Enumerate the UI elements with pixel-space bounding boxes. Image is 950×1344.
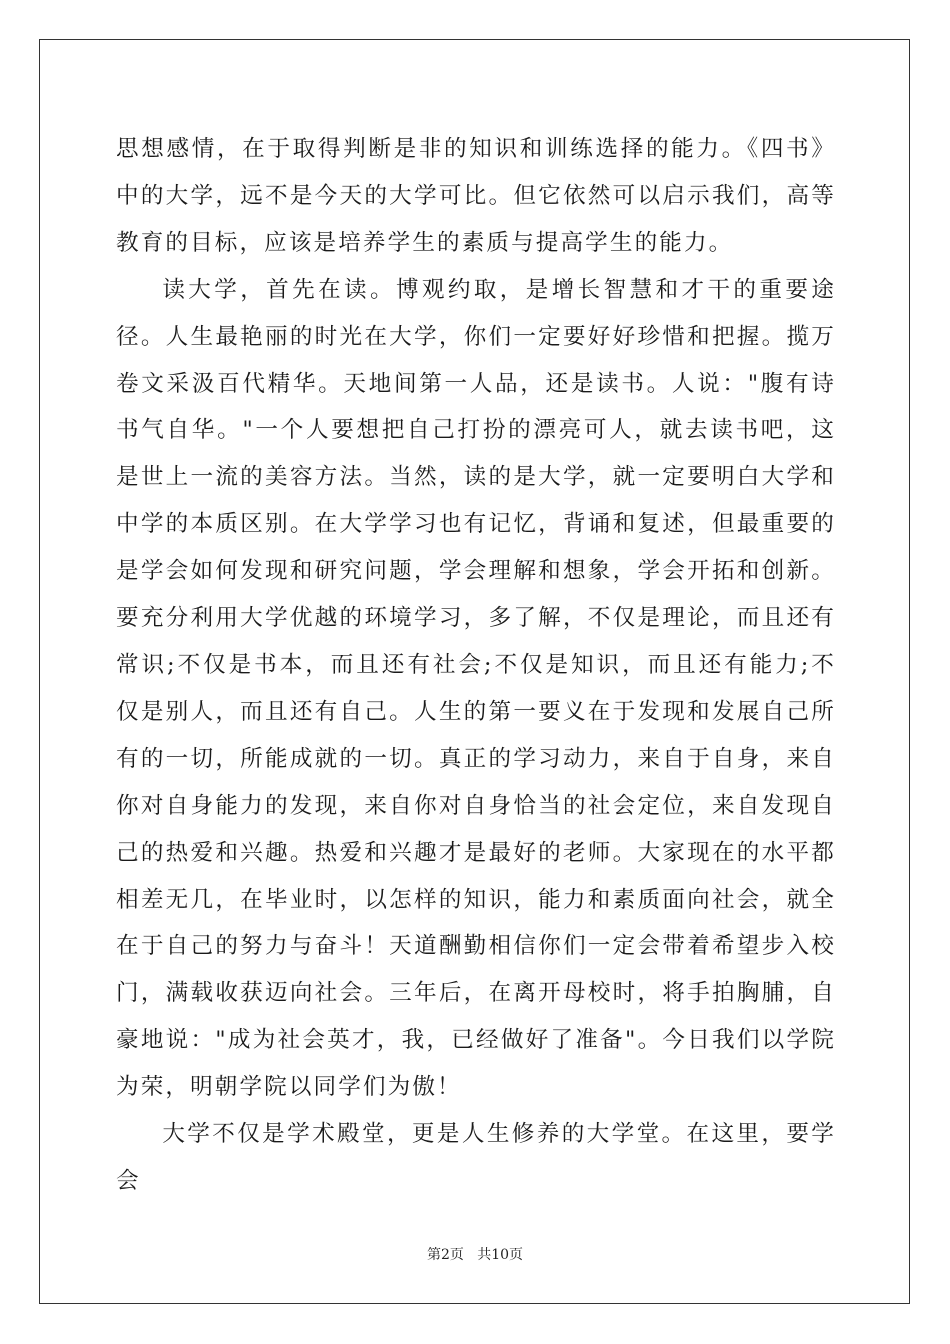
- page-number-footer: 第2页 共10页: [426, 1247, 524, 1263]
- paragraph-1: 思想感情，在于取得判断是非的知识和训练选择的能力。《四书》中的大学，远不是今天的大学可比。但它依然可以启示我们，高等教育的目标，应该是培养学生的素质与提高学生的能力。: [116, 136, 836, 256]
- paragraph-2: 读大学，首先在读。博观约取，是增长智慧和才干的重要途径。人生最艳丽的时光在大学，你们一定要好好珍惜和把握。揽万卷文采汲百代精华。天地间第一人品，还是读书。人说："腹有诗书气自华。"一个人要想把自己打扮的漂亮可人，就去读书吧，这是世上一流的美容方法。当然，读的是大学，就一定要明白大学和中学的本质区别。在大学学习也有记忆，背诵和复述，但最重要的是学会如何发现和研究问题，学会理解和想象，学会开拓和创新。要充分利用大学优越的环境学习，多了解，不仅是理论，而且还有常识;不仅是书本，而且还有社会;不仅是知识，而且还有能力;不仅是别人，而且还有自己。人生的第一要义在于发现和发展自己所有的一切，所能成就的一切。真正的学习动力，来自于自身，来自你对自身能力的发现，来自你对自身恰当的社会定位，来自发现自己的热爱和兴趣。热爱和兴趣才是最好的老师。大家现在的水平都相差无几，在毕业时，以怎样的知识，能力和素质面向社会，就全在于自己的努力与奋斗！天道酬勤相信你们一定会带着希望步入校门，满载收获迈向社会。三年后，在离开母校时，将手拍胸脯，自豪地说："成为社会英才，我，已经做好了准备"。今日我们以学院为荣，明朝学院以同学们为傲！: [116, 276, 836, 1101]
- document-body: [116, 126, 836, 1205]
- paragraph-3: 大学不仅是学术殿堂，更是人生修养的大学堂。在这里，要学会: [116, 1121, 836, 1194]
